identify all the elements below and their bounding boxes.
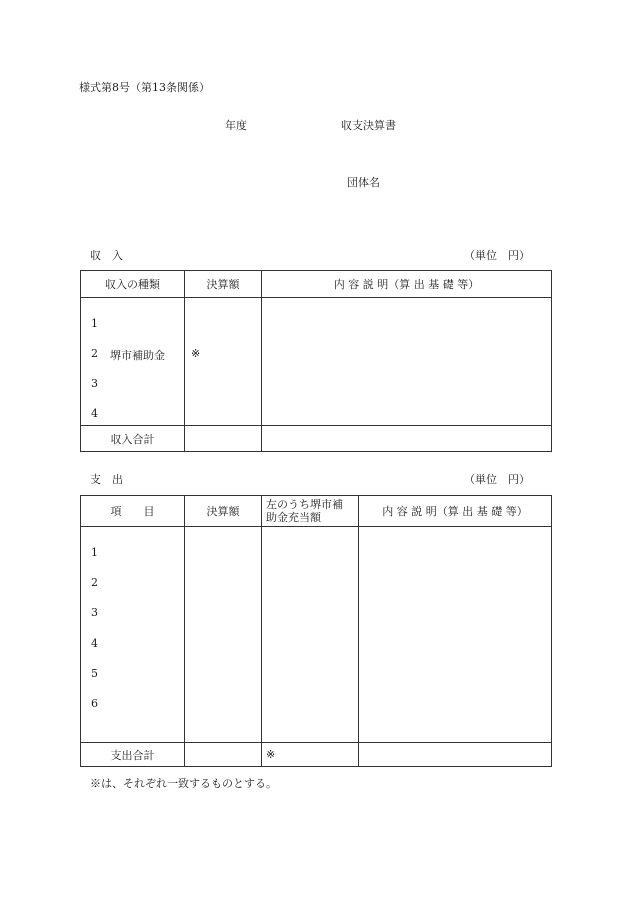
document-title: 収支決算書 bbox=[341, 119, 396, 132]
expense-subsidy-header bbox=[262, 496, 359, 527]
expense-item-number: 2 bbox=[91, 576, 98, 589]
income-total-row bbox=[81, 426, 552, 452]
income-items-cell bbox=[81, 298, 185, 426]
income-type-header: 収入の種類 bbox=[81, 271, 185, 298]
income-header-row bbox=[81, 271, 552, 298]
income-items-row bbox=[81, 298, 552, 426]
organization-name-label: 団体名 bbox=[347, 176, 380, 189]
expense-description-cell bbox=[359, 527, 552, 743]
expense-total-row bbox=[81, 743, 552, 767]
income-item-number: 1 bbox=[91, 317, 98, 330]
expense-subsidy-header-line1: 左のうち堺市補 bbox=[266, 498, 343, 511]
expense-amount-cell bbox=[185, 527, 262, 743]
expense-total-subsidy-mark: ※ bbox=[262, 743, 359, 767]
expense-items-row bbox=[81, 527, 552, 743]
income-total-label: 収入合計 bbox=[81, 426, 185, 452]
income-item-name: 堺市補助金 bbox=[110, 349, 165, 362]
fiscal-year-label: 年度 bbox=[225, 119, 247, 132]
income-total-description bbox=[262, 426, 552, 452]
income-total-amount bbox=[185, 426, 262, 452]
expense-item-number: 4 bbox=[91, 637, 98, 650]
income-description-header: 内 容 説 明（算 出 基 礎 等） bbox=[262, 271, 552, 298]
expense-amount-header: 決算額 bbox=[185, 496, 262, 527]
expense-total-description bbox=[359, 743, 552, 767]
expense-item-number: 3 bbox=[91, 606, 98, 619]
expense-item-header: 項 目 bbox=[81, 496, 185, 527]
expense-item-number: 6 bbox=[91, 697, 98, 710]
expense-section-title: 支 出 bbox=[90, 473, 123, 486]
footnote: ※は、それぞれ一致するものとする。 bbox=[90, 777, 277, 790]
expense-unit-label: （単位 円） bbox=[464, 473, 530, 486]
expense-subsidy-header-line2: 助金充当額 bbox=[266, 511, 321, 524]
expense-item-number: 1 bbox=[91, 546, 98, 559]
income-table bbox=[80, 270, 552, 452]
income-amount-cell bbox=[185, 298, 262, 426]
expense-item-number: 5 bbox=[91, 667, 98, 680]
income-item-number: 4 bbox=[91, 407, 98, 420]
expense-total-amount bbox=[185, 743, 262, 767]
form-number-label: 様式第8号（第13条関係） bbox=[79, 81, 210, 94]
expense-total-label: 支出合計 bbox=[81, 743, 185, 767]
expense-description-header: 内 容 説 明（算 出 基 礎 等） bbox=[359, 496, 552, 527]
expense-header-row bbox=[81, 496, 552, 527]
subsidy-match-mark: ※ bbox=[191, 347, 201, 360]
income-unit-label: （単位 円） bbox=[464, 249, 530, 262]
expense-subsidy-cell bbox=[262, 527, 359, 743]
income-item-number: 3 bbox=[91, 377, 98, 390]
expense-table bbox=[80, 495, 552, 767]
income-description-cell bbox=[262, 298, 552, 426]
income-section-title: 収 入 bbox=[90, 249, 123, 262]
income-amount-header: 決算額 bbox=[185, 271, 262, 298]
income-item-number: 2 bbox=[91, 347, 98, 360]
expense-items-cell bbox=[81, 527, 185, 743]
